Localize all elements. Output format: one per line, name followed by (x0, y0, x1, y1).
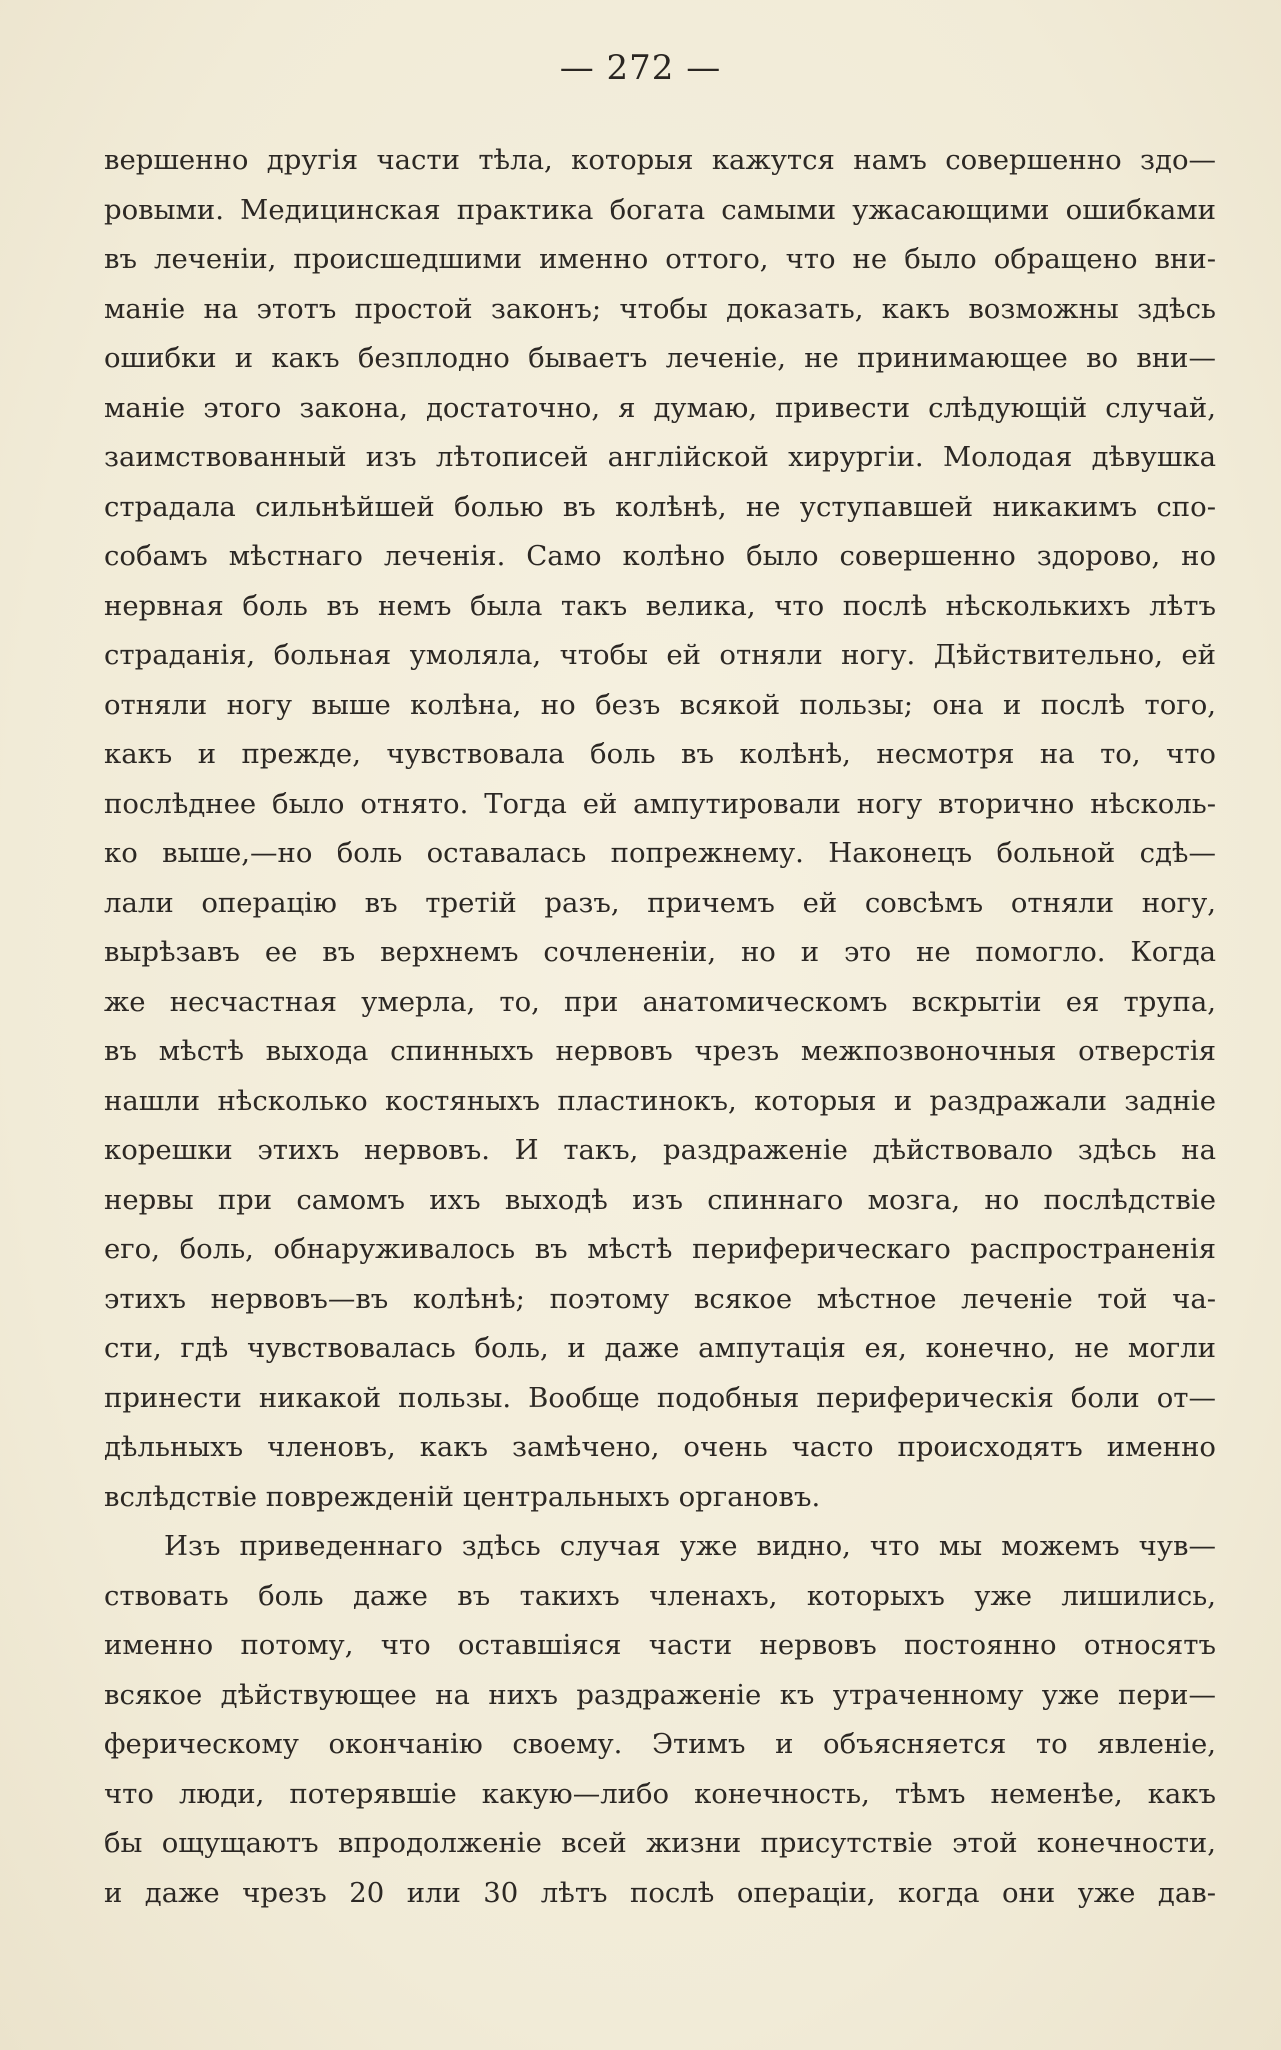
text-line: что люди, потерявшіе какую—либо конечность, тѣмъ неменѣе, какъ (104, 1777, 1216, 1810)
body-text (104, 136, 1216, 1918)
text-line: послѣднее было отнято. Тогда ей ампутировали ногу вторично нѣсколь- (104, 787, 1216, 820)
text-line: этихъ нервовъ—въ колѣнѣ; поэтому всякое мѣстное леченіе той ча- (104, 1282, 1216, 1315)
text-line: собамъ мѣстнаго леченія. Само колѣно было совершенно здорово, но (104, 540, 1216, 572)
text-line: ствовать боль даже въ такихъ членахъ, которыхъ уже лишились, (104, 1579, 1216, 1612)
text-line: именно потому, что оставшіяся части нервовъ постоянно относятъ (104, 1629, 1216, 1661)
paragraph (104, 136, 1216, 1522)
text-line: въ леченіи, происшедшими именно оттого, что не было обращено вни- (104, 243, 1216, 275)
text-line: ко выше,—но боль оставалась попрежнему. Наконецъ больной сдѣ— (104, 837, 1216, 869)
text-line: заимствованный изъ лѣтописей англійской хирургіи. Молодая дѣвушка (104, 441, 1216, 473)
page-number: — 272 — (559, 48, 722, 88)
text-line: и даже чрезъ 20 или 30 лѣтъ послѣ операціи, когда они уже дав- (104, 1876, 1216, 1909)
text-line: лали операцію въ третій разъ, причемъ ей совсѣмъ отняли ногу, (104, 886, 1216, 919)
text-line: нашли нѣсколько костяныхъ пластинокъ, которыя и раздражали задніе (104, 1084, 1216, 1117)
text-line: отняли ногу выше колѣна, но безъ всякой пользы; она и послѣ того, (104, 688, 1216, 721)
text-line: страдала сильнѣйшей болью въ колѣнѣ, не уступавшей никакимъ спо- (104, 490, 1216, 523)
text-line: дѣльныхъ членовъ, какъ замѣчено, очень часто происходятъ именно (104, 1431, 1216, 1463)
text-line: вслѣдствіе поврежденій центральныхъ органовъ. (104, 1480, 821, 1513)
text-line: маніе этого закона, достаточно, я думаю, привести слѣдующій случай, (104, 391, 1216, 424)
text-line: корешки этихъ нервовъ. И такъ, раздраженіе дѣйствовало здѣсь на (104, 1134, 1216, 1166)
text-line: маніе на этотъ простой законъ; чтобы доказать, какъ возможны здѣсь (104, 292, 1216, 325)
text-line: сти, гдѣ чувствовалась боль, и даже ампутація ея, конечно, не могли (104, 1332, 1216, 1364)
text-line: ферическому окончанію своему. Этимъ и объясняется то явленіе, (104, 1728, 1216, 1760)
text-line: ровыми. Медицинская практика богата самыми ужасающими ошибками (104, 193, 1216, 226)
text-line: принести никакой пользы. Вообще подобныя периферическія боли от— (104, 1381, 1216, 1414)
text-line: же несчастная умерла, то, при анатомическомъ вскрытіи ея трупа, (104, 985, 1216, 1018)
text-line: вершенно другія части тѣла, которыя кажутся намъ совершенно здо— (104, 144, 1216, 176)
text-line: его, боль, обнаруживалось въ мѣстѣ периферическаго распространенія (104, 1233, 1216, 1265)
text-line: въ мѣстѣ выхода спинныхъ нервовъ чрезъ межпозвоночныя отверстія (104, 1035, 1216, 1067)
text-line: ошибки и какъ безплодно бываетъ леченіе, не принимающее во вни— (104, 342, 1216, 374)
text-line: Изъ приведеннаго здѣсь случая уже видно, что мы можемъ чув— (164, 1530, 1216, 1562)
text-line: какъ и прежде, чувствовала боль въ колѣнѣ, несмотря на то, что (104, 738, 1216, 770)
text-line: бы ощущаютъ впродолженіе всей жизни присутствіе этой конечности, (104, 1827, 1216, 1859)
text-line: нервы при самомъ ихъ выходѣ изъ спиннаго мозга, но послѣдствіе (104, 1183, 1216, 1216)
text-line: нервная боль въ немъ была такъ велика, что послѣ нѣсколькихъ лѣтъ (104, 589, 1216, 622)
text-line: вырѣзавъ ее въ верхнемъ сочлененіи, но и это не помогло. Когда (104, 936, 1216, 968)
paragraph (104, 1522, 1216, 1918)
text-line: страданія, больная умоляла, чтобы ей отняли ногу. Дѣйствительно, ей (104, 639, 1216, 671)
text-line: всякое дѣйствующее на нихъ раздраженіе къ утраченному уже пери— (104, 1678, 1216, 1711)
